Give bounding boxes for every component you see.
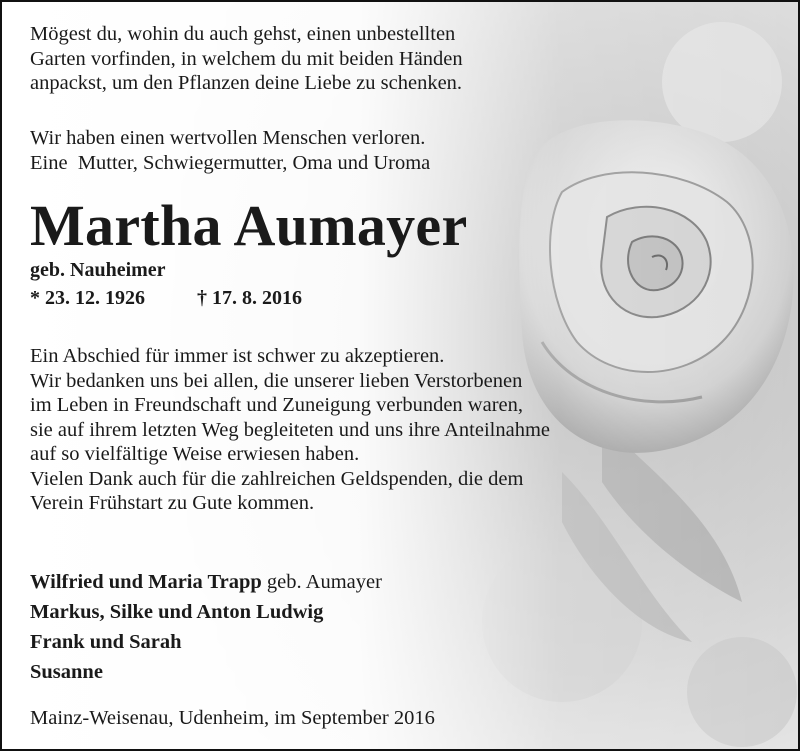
mourner-line: Frank und Sarah bbox=[30, 631, 182, 653]
mourner-line: Susanne bbox=[30, 661, 103, 683]
thanks-line: Vielen Dank auch für die zahlreichen Geldspenden, die dem bbox=[30, 467, 524, 490]
intro-line: Eine Mutter, Schwiegermutter, Oma und Uroma bbox=[30, 151, 431, 174]
mourner-line: Markus, Silke und Anton Ludwig bbox=[30, 601, 324, 623]
mourner-names: Wilfried und Maria Trapp bbox=[30, 571, 262, 593]
poem-line: Mögest du, wohin du auch gehst, einen unbestellten bbox=[30, 23, 456, 45]
thanks-line: Ein Abschied für immer ist schwer zu akzeptieren. bbox=[30, 345, 445, 367]
thanks-line: Verein Frühstart zu Gute kommen. bbox=[30, 492, 315, 514]
thanks-line: Wir bedanken uns bei allen, die unserer lieben Verstorbenen bbox=[30, 369, 523, 392]
death-date: † 17. 8. 2016 bbox=[197, 287, 302, 309]
maiden-name: geb. Nauheimer bbox=[30, 259, 166, 281]
life-dates bbox=[30, 287, 302, 310]
thanks-text bbox=[30, 344, 550, 516]
mourner-note: geb. Aumayer bbox=[261, 571, 382, 593]
deceased-name: Martha Aumayer bbox=[30, 193, 468, 258]
mourners-list bbox=[30, 567, 382, 687]
thanks-line: im Leben in Freundschaft und Zuneigung verbunden waren, bbox=[30, 394, 524, 416]
poem-line: Garten vorfinden, in welchem du mit beiden Händen bbox=[30, 47, 463, 70]
poem-line: anpackst, um den Pflanzen deine Liebe zu schenken. bbox=[30, 72, 463, 94]
place-and-date: Mainz-Weisenau, Udenheim, im September 2016 bbox=[30, 707, 435, 729]
intro bbox=[30, 126, 430, 175]
thanks-line: sie auf ihrem letzten Weg begleiteten und uns ihre Anteilnahme bbox=[30, 418, 550, 441]
birth-date: * 23. 12. 1926 bbox=[30, 287, 145, 309]
thanks-line: auf so vielfältige Weise erwiesen haben. bbox=[30, 443, 360, 465]
poem bbox=[30, 22, 463, 96]
mourner-line bbox=[30, 567, 382, 597]
intro-line: Wir haben einen wertvollen Menschen verloren. bbox=[30, 127, 426, 149]
